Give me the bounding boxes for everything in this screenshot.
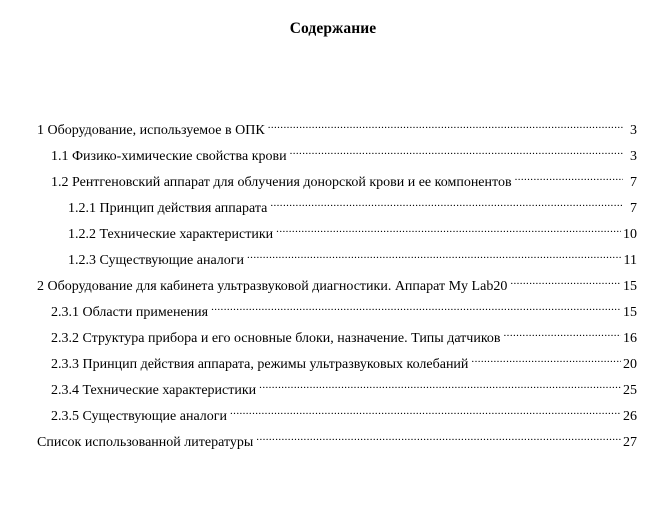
toc-dot-leader xyxy=(211,296,621,316)
toc-entry-page: 15 xyxy=(623,305,637,320)
toc-entry-text: 1 Оборудование, используемое в ОПК xyxy=(37,123,265,138)
toc-entry-text: 2.3.1 Области применения xyxy=(51,305,209,320)
toc-entry-page: 20 xyxy=(623,357,637,372)
toc-entry-page: 15 xyxy=(623,279,637,294)
toc-entry-2[interactable] xyxy=(37,270,637,294)
toc-dot-leader xyxy=(471,348,621,368)
toc-entry-text: 1.2 Рентгеновский аппарат для облучения донорской крови и ее компонентов xyxy=(51,175,512,190)
toc-entry-page: 11 xyxy=(623,253,637,268)
toc-dot-leader xyxy=(259,374,621,394)
toc-dot-leader xyxy=(276,218,621,238)
toc-entry-1-1[interactable] xyxy=(51,140,637,164)
toc-dot-leader xyxy=(510,270,621,290)
toc-entry-text: 1.2.1 Принцип действия аппарата xyxy=(68,201,268,216)
toc-dot-leader xyxy=(247,244,622,264)
toc-entry-page: 7 xyxy=(630,201,637,216)
toc-entry-text: 2.3.4 Технические характеристики xyxy=(51,383,257,398)
toc-entry-page: 3 xyxy=(630,123,637,138)
toc-entry-1-2-3[interactable] xyxy=(68,244,637,268)
toc-dot-leader xyxy=(230,400,621,420)
toc-entry-page: 7 xyxy=(630,175,637,190)
toc-entry-1-2[interactable] xyxy=(51,166,637,190)
toc-dot-leader xyxy=(256,426,621,446)
toc-entry-2-3-4[interactable] xyxy=(51,374,637,398)
toc-entry-text: 2 Оборудование для кабинета ультразвуковой диагностики. Аппарат My Lab20 xyxy=(37,279,508,294)
toc-entry-2-3-5[interactable] xyxy=(51,400,637,424)
toc-entry-page: 27 xyxy=(623,435,637,450)
toc-entry-text: Список использованной литературы xyxy=(37,435,254,450)
toc-dot-leader xyxy=(515,166,623,186)
toc-entry-1[interactable] xyxy=(37,114,637,138)
toc-entry-1-2-1[interactable] xyxy=(68,192,637,216)
toc-entry-text: 2.3.5 Существующие аналоги xyxy=(51,409,228,424)
toc-dot-leader xyxy=(290,140,623,160)
toc-entry-1-2-2[interactable] xyxy=(68,218,637,242)
toc-entry-2-3-2[interactable] xyxy=(51,322,637,346)
toc-entry-page: 16 xyxy=(623,331,637,346)
toc-entry-page: 10 xyxy=(623,227,637,242)
toc-dot-leader xyxy=(270,192,623,212)
toc-dot-leader xyxy=(268,114,623,134)
toc-entry-text: 2.3.2 Структура прибора и его основные блоки, назначение. Типы датчиков xyxy=(51,331,501,346)
toc-entry-2-3-1[interactable] xyxy=(51,296,637,320)
toc-entry-text: 1.2.3 Существующие аналоги xyxy=(68,253,245,268)
toc-dot-leader xyxy=(504,322,621,342)
toc-entry-references[interactable] xyxy=(37,426,637,450)
toc-entry-page: 25 xyxy=(623,383,637,398)
toc-entry-text: 1.2.2 Технические характеристики xyxy=(68,227,274,242)
toc-entry-page: 26 xyxy=(623,409,637,424)
page-title: Содержание xyxy=(289,20,377,37)
toc-entry-2-3-3[interactable] xyxy=(51,348,637,372)
toc-entry-page: 3 xyxy=(630,149,637,164)
toc-entry-text: 1.1 Физико-химические свойства крови xyxy=(51,149,287,164)
toc-entry-text: 2.3.3 Принцип действия аппарата, режимы ультразвуковых колебаний xyxy=(51,357,469,372)
